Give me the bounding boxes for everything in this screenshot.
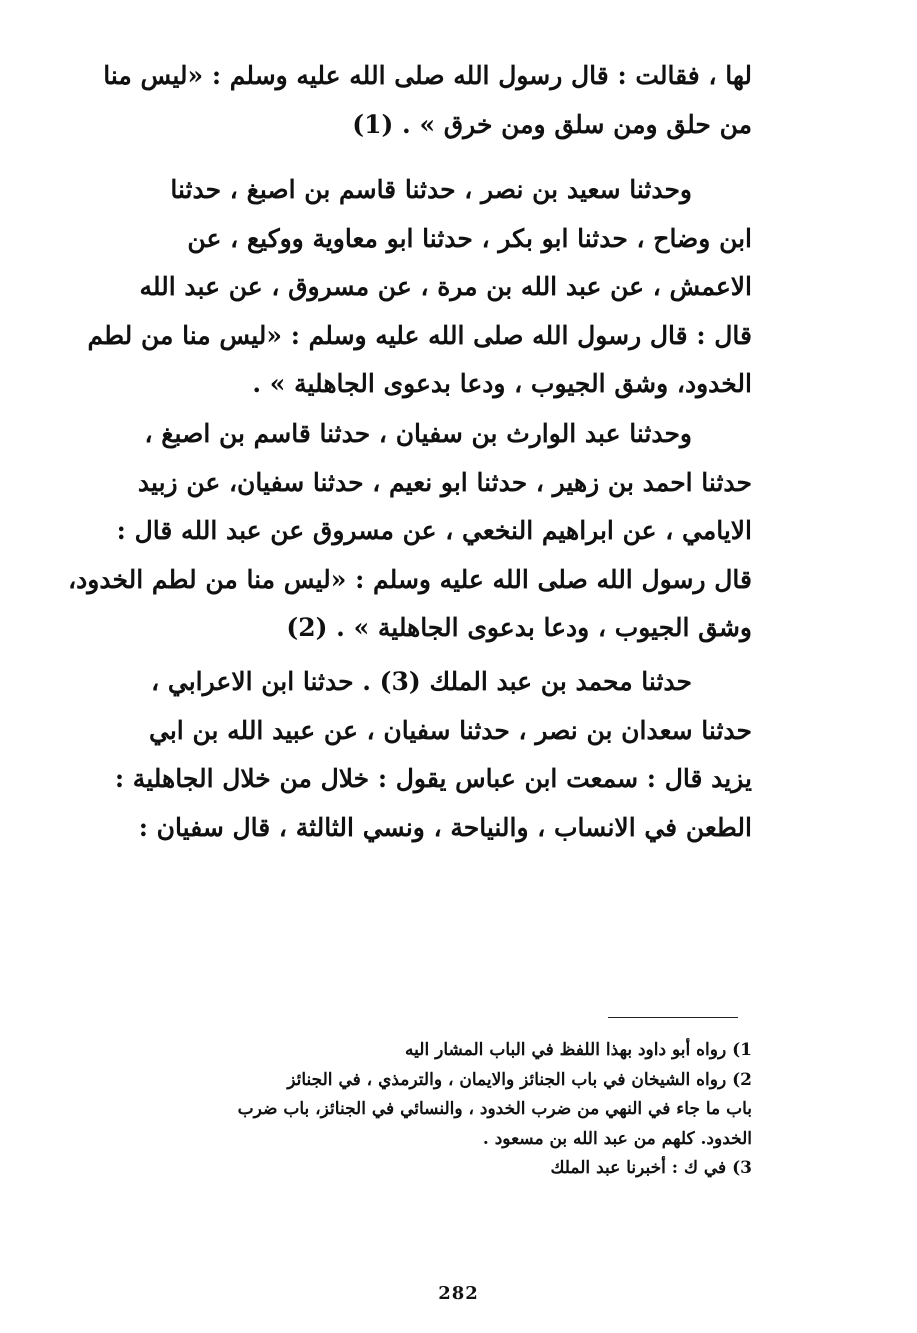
footnote-1: 1) رواه أبو داود بهذا اللفظ في الباب المشار اليه: [405, 1040, 752, 1060]
text-line: الخدود، وشق الجيوب ، ودعا بدعوى الجاهلية » .: [252, 369, 752, 398]
footnotes: [96, 1036, 752, 1184]
text-line: ابن وضاح ، حدثنا ابو بكر ، حدثنا ابو معاوية ووكيع ، عن: [187, 223, 752, 253]
footnote-2-continued: باب ما جاء في النهي من ضرب الخدود ، والنسائي في الجنائز، باب ضرب: [237, 1099, 752, 1119]
text-line: حدثنا محمد بن عبد الملك (3) . حدثنا ابن الاعرابي ،: [151, 667, 692, 696]
footnote-3: 3) في ك : أخبرنا عبد الملك: [550, 1158, 752, 1178]
text-line: قال رسول الله صلى الله عليه وسلم : «ليس منا من لطم الخدود،: [68, 564, 752, 594]
text-line: الطعن في الانساب ، والنياحة ، ونسي الثالثة ، قال سفيان :: [138, 812, 752, 842]
paragraph-2: [87, 166, 752, 409]
footnote-2-continued: الخدود. كلهم من عبد الله بن مسعود .: [482, 1128, 752, 1149]
page-number: 282: [438, 1283, 479, 1304]
text-line: من حلق ومن سلق ومن خرق » . (1): [352, 109, 752, 139]
text-line: لها ، فقالت : قال رسول الله صلى الله عليه وسلم : «ليس منا: [103, 61, 752, 90]
paragraph-1: [100, 52, 752, 149]
paragraph-4: [100, 658, 752, 852]
text-line: يزيد قال : سمعت ابن عباس يقول : خلال من خلال الجاهلية :: [114, 764, 752, 793]
text-line: وحدثنا سعيد بن نصر ، حدثنا قاسم بن اصبغ ، حدثنا: [170, 175, 692, 204]
footnote-2: 2) رواه الشيخان في باب الجنائز والايمان ، والترمذي ، في الجنائز: [287, 1069, 752, 1090]
text-line: الايامي ، عن ابراهيم النخعي ، عن مسروق عن عبد الله قال :: [116, 516, 752, 545]
paragraph-3: [68, 410, 752, 653]
footnote-separator: [608, 1017, 738, 1018]
text-line: قال : قال رسول الله صلى الله عليه وسلم : «ليس منا من لطم: [87, 320, 752, 350]
text-line: وحدثنا عبد الوارث بن سفيان ، حدثنا قاسم بن اصبغ ،: [144, 419, 692, 448]
text-line: حدثنا سعدان بن نصر ، حدثنا سفيان ، عن عبيد الله بن ابي: [149, 715, 752, 745]
text-line: وشق الجيوب ، ودعا بدعوى الجاهلية » . (2): [286, 613, 752, 642]
text-line: حدثنا احمد بن زهير ، حدثنا ابو نعيم ، حدثنا سفيان، عن زبيد: [137, 467, 752, 497]
text-line: الاعمش ، عن عبد الله بن مرة ، عن مسروق ، عن عبد الله: [139, 272, 752, 301]
